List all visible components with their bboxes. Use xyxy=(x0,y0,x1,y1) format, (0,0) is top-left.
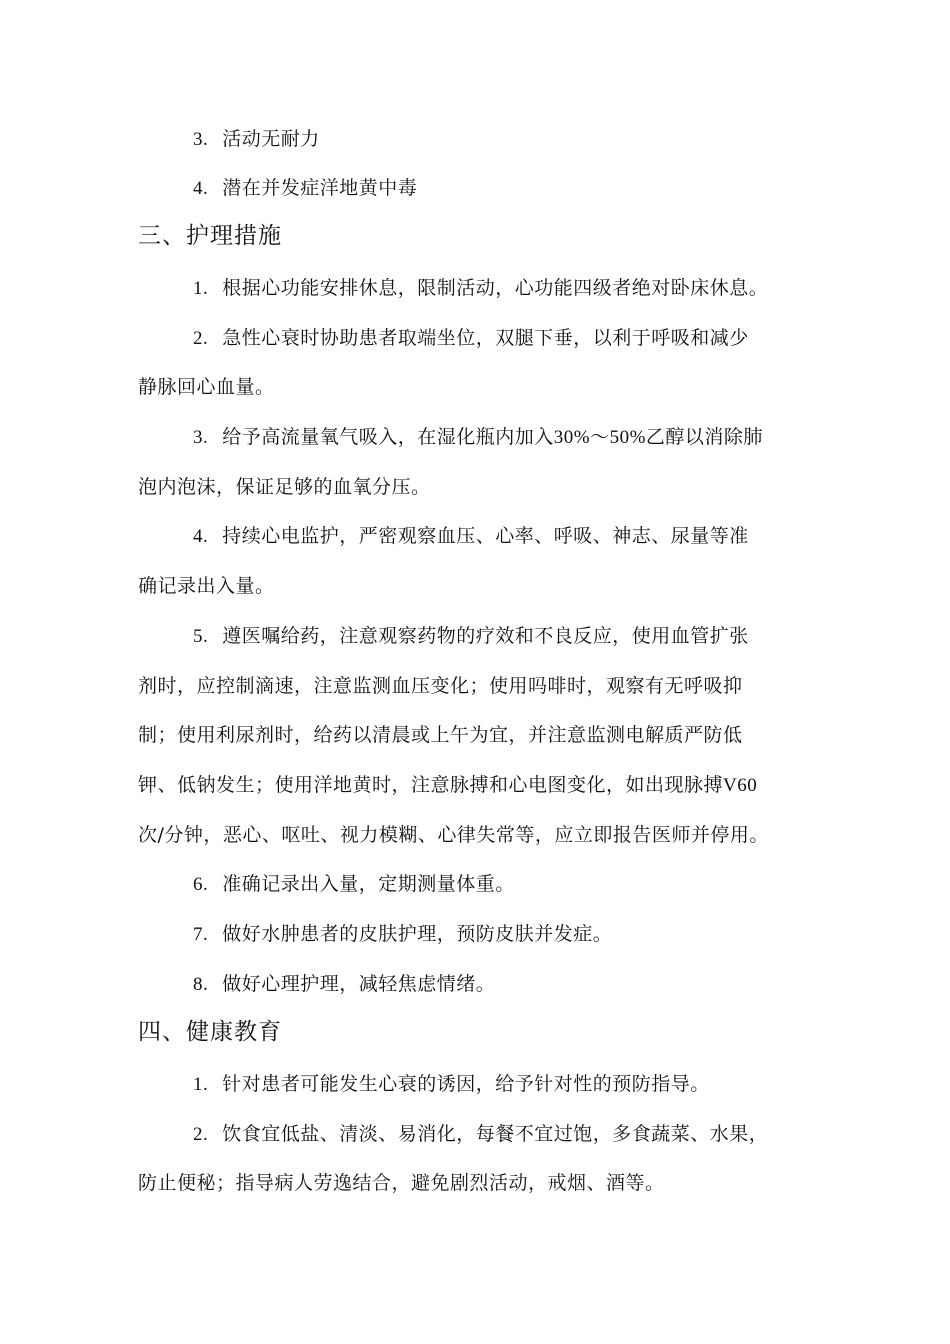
list-item-3-1 xyxy=(193,274,768,303)
item-text: 准确记录出入量，定期测量体重。 xyxy=(222,873,515,895)
item-number: 2. xyxy=(193,328,209,349)
list-item-2-3 xyxy=(193,125,320,154)
list-item-3-5-cont3 xyxy=(138,771,757,800)
item-number: 1. xyxy=(193,1074,209,1095)
list-item-3-3 xyxy=(193,423,763,452)
item-text: 潜在并发症洋地黄中毒 xyxy=(222,177,418,199)
concentration-value: 30%〜50% xyxy=(553,427,646,448)
list-item-3-5-cont4: 次/分钟，恶心、呕吐、视力模糊、心律失常等，应立即报告医师并停用。 xyxy=(138,824,769,846)
item-text: 乙醇以消除肺 xyxy=(645,426,763,448)
item-number: 3. xyxy=(193,129,209,150)
list-item-4-2 xyxy=(193,1120,768,1149)
item-text: 给予高流量氧气吸入，在湿化瓶内加入 xyxy=(222,426,554,448)
item-number: 5. xyxy=(193,626,209,647)
list-item-3-4 xyxy=(193,522,749,551)
item-number: 4. xyxy=(193,526,209,547)
list-item-4-1 xyxy=(193,1070,710,1099)
list-item-3-5-cont1: 剂时，应控制滴速，注意监测血压变化；使用吗啡时，观察有无呼吸抑 xyxy=(138,675,743,697)
item-number: 2. xyxy=(193,1124,209,1145)
item-text: 钾、低钠发生；使用洋地黄时，注意脉搏和心电图变化，如出现脉搏 xyxy=(138,774,724,796)
list-item-3-3-cont: 泡内泡沫，保证足够的血氧分压。 xyxy=(138,476,431,498)
list-item-3-2-cont: 静脉回心血量。 xyxy=(138,376,275,398)
item-number: 7. xyxy=(193,924,209,945)
item-number: 1. xyxy=(193,278,209,299)
pulse-value: V60 xyxy=(723,775,758,796)
item-text: 遵医嘱给药，注意观察药物的疗效和不良反应，使用血管扩张 xyxy=(222,625,749,647)
item-number: 3. xyxy=(193,427,209,448)
item-text: 做好心理护理，减轻焦虑情绪。 xyxy=(222,973,496,995)
item-text: 根据心功能安排休息，限制活动，心功能四级者绝对卧床休息。 xyxy=(222,277,769,299)
item-text: 做好水肿患者的皮肤护理，预防皮肤并发症。 xyxy=(222,923,613,945)
list-item-3-5-cont2: 制；使用利尿剂时，给药以清晨或上午为宜，并注意监测电解质严防低 xyxy=(138,724,743,746)
section-heading-4: 四、健康教育 xyxy=(138,1019,282,1045)
section-heading-3: 三、护理措施 xyxy=(138,223,282,249)
item-text: 活动无耐力 xyxy=(222,128,320,150)
item-text: 针对患者可能发生心衰的诱因，给予针对性的预防指导。 xyxy=(222,1073,710,1095)
item-text: 持续心电监护，严密观察血压、心率、呼吸、神志、尿量等准 xyxy=(222,525,749,547)
item-text: 急性心衰时协助患者取端坐位，双腿下垂，以利于呼吸和减少 xyxy=(222,327,749,349)
item-number: 8. xyxy=(193,974,209,995)
list-item-3-2 xyxy=(193,324,749,353)
list-item-2-4 xyxy=(193,174,417,203)
item-number: 4. xyxy=(193,178,209,199)
list-item-4-2-cont: 防止便秘；指导病人劳逸结合，避免剧烈活动，戒烟、酒等。 xyxy=(138,1172,665,1194)
list-item-3-7 xyxy=(193,920,612,949)
item-number: 6. xyxy=(193,874,209,895)
item-text: 饮食宜低盐、清淡、易消化，每餐不宜过饱，多食蔬菜、水果， xyxy=(222,1123,769,1145)
list-item-3-8 xyxy=(193,970,495,999)
list-item-3-6 xyxy=(193,870,515,899)
list-item-3-4-cont: 确记录出入量。 xyxy=(138,575,275,597)
list-item-3-5 xyxy=(193,622,749,651)
